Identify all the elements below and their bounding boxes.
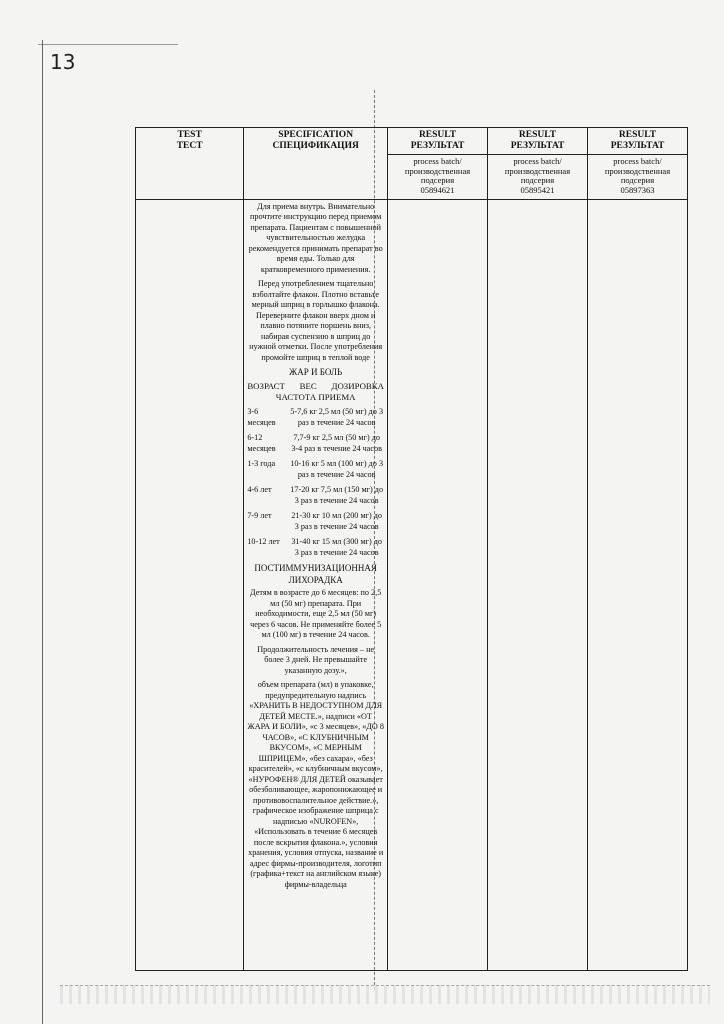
dose-row: 6-12 месяцев 7,7-9 кг 2,5 мл (50 мг) до 3-4 раз в течение 24 часов: [247, 433, 382, 453]
section-post-immunization: ПОСТИММУНИЗАЦИОННАЯ ЛИХОРАДКА: [254, 563, 377, 585]
spec-para-infants: Детям в возрасте до 6 месяцев: по 2,5 мл (50 мг) препарата. При необходимости, еще 2,5 мл (50 мг) через 6 часов. Не применяйте более 5 мл (100 мг) в течение 24 часов.: [250, 588, 382, 640]
header-test: TEST ТЕСТ: [136, 128, 244, 200]
section-fever-pain: ЖАР И БОЛЬ: [289, 367, 343, 378]
dose-row: 7-9 лет 21-30 кг 10 мл (200 мг) до 3 раз в течение 24 часов: [247, 511, 383, 531]
spec-para-usage: Для приема внутрь. Внимательно прочтите инструкцию перед приемом препарата. Пациентам с повышенной чувствительностью желудка рекомендуется принимать препарат во время еды. Только для кратковременного применения.: [248, 201, 383, 274]
left-margin-line: [42, 40, 43, 1024]
spec-para-labeling: объем препарата (мл) в упаковке, предупредительную надпись «ХРАНИТЬ В НЕДОСТУПНОМ ДЛЯ ДЕТЕЙ МЕСТЕ.», надписи «ОТ ЖАРА И БОЛИ», «с 3 месяцев», «ДО 8 ЧАСОВ», «С КЛУБНИЧНЫМ ВКУСОМ», «С МЕРНЫМ ШПРИЦЕМ», «без сахара», «без красителей», «с клубничным вкусом», «НУРОФЕН® ДЛЯ ДЕТЕЙ оказывает обезболивающее, жаропонижающее и противовоспалительное действие.», графическое изображение шприца с надписью «NUROFEN», «Использовать в течение 6 месяцев после вскрытия флакона.», условия хранения, условия отпуска, название и адрес фирмы-производителя, логотип (графика+текст на английском языке) фирмы-владельца: [247, 680, 384, 889]
spec-para-syringe: Перед употреблением тщательно взболтайте флакон. Плотно вставьте мерный шприц в горлышко флакона. Переверните флакон вверх дном и плавно потяните поршень вниз, набирая суспензию в шприц до нужной отметки. После употребления промойте шприц в теплой воде: [249, 279, 383, 362]
header-result-2: RESULT РЕЗУЛЬТАТ: [488, 128, 588, 155]
batch-cell-1: process batch/ производственная подсерия 05894621: [388, 154, 488, 199]
batch-cell-3: process batch/ производственная подсерия 05897363: [588, 154, 688, 199]
dose-table-header: ВОЗРАСТ ВЕС ДОЗИРОВКА: [247, 380, 385, 391]
result-cell-1: [388, 199, 488, 970]
header-result-3: RESULT РЕЗУЛЬТАТ: [588, 128, 688, 155]
dose-row: 10-12 лет 31-40 кг 15 мл (300 мг) до 3 раз в течение 24 часов: [247, 537, 383, 557]
scan-noise-strip: [60, 985, 710, 1004]
specification-cell: [244, 199, 388, 970]
dose-row: 3-6 месяцев 5-7,6 кг 2,5 мл (50 мг) до 3 раз в течение 24 часов: [247, 407, 384, 427]
specification-table: [135, 127, 688, 971]
table-body-row: [136, 199, 688, 970]
result-cell-3: [588, 199, 688, 970]
top-margin-rule: [38, 44, 178, 45]
result-cell-2: [488, 199, 588, 970]
table-header-row: [136, 128, 688, 155]
dose-row: 1-3 года 10-16 кг 5 мл (100 мг) до 3 раз в течение 24 часов: [247, 459, 384, 479]
spec-para-duration: Продолжительность лечения – не более 3 дней. Не превышайте указанную дозу.»,: [257, 644, 375, 675]
dose-frequency-header: ЧАСТОТА ПРИЕМА: [275, 392, 356, 403]
header-result-1: RESULT РЕЗУЛЬТАТ: [388, 128, 488, 155]
dose-row: 4-6 лет 17-20 кг 7,5 мл (150 мг) до 3 раз в течение 24 часов: [247, 485, 384, 505]
header-specification: SPECIFICATION СПЕЦИФИКАЦИЯ: [244, 128, 388, 200]
batch-cell-2: process batch/ производственная подсерия 05895421: [488, 154, 588, 199]
handwritten-page-number: 13: [50, 50, 76, 74]
test-cell: [136, 199, 244, 970]
